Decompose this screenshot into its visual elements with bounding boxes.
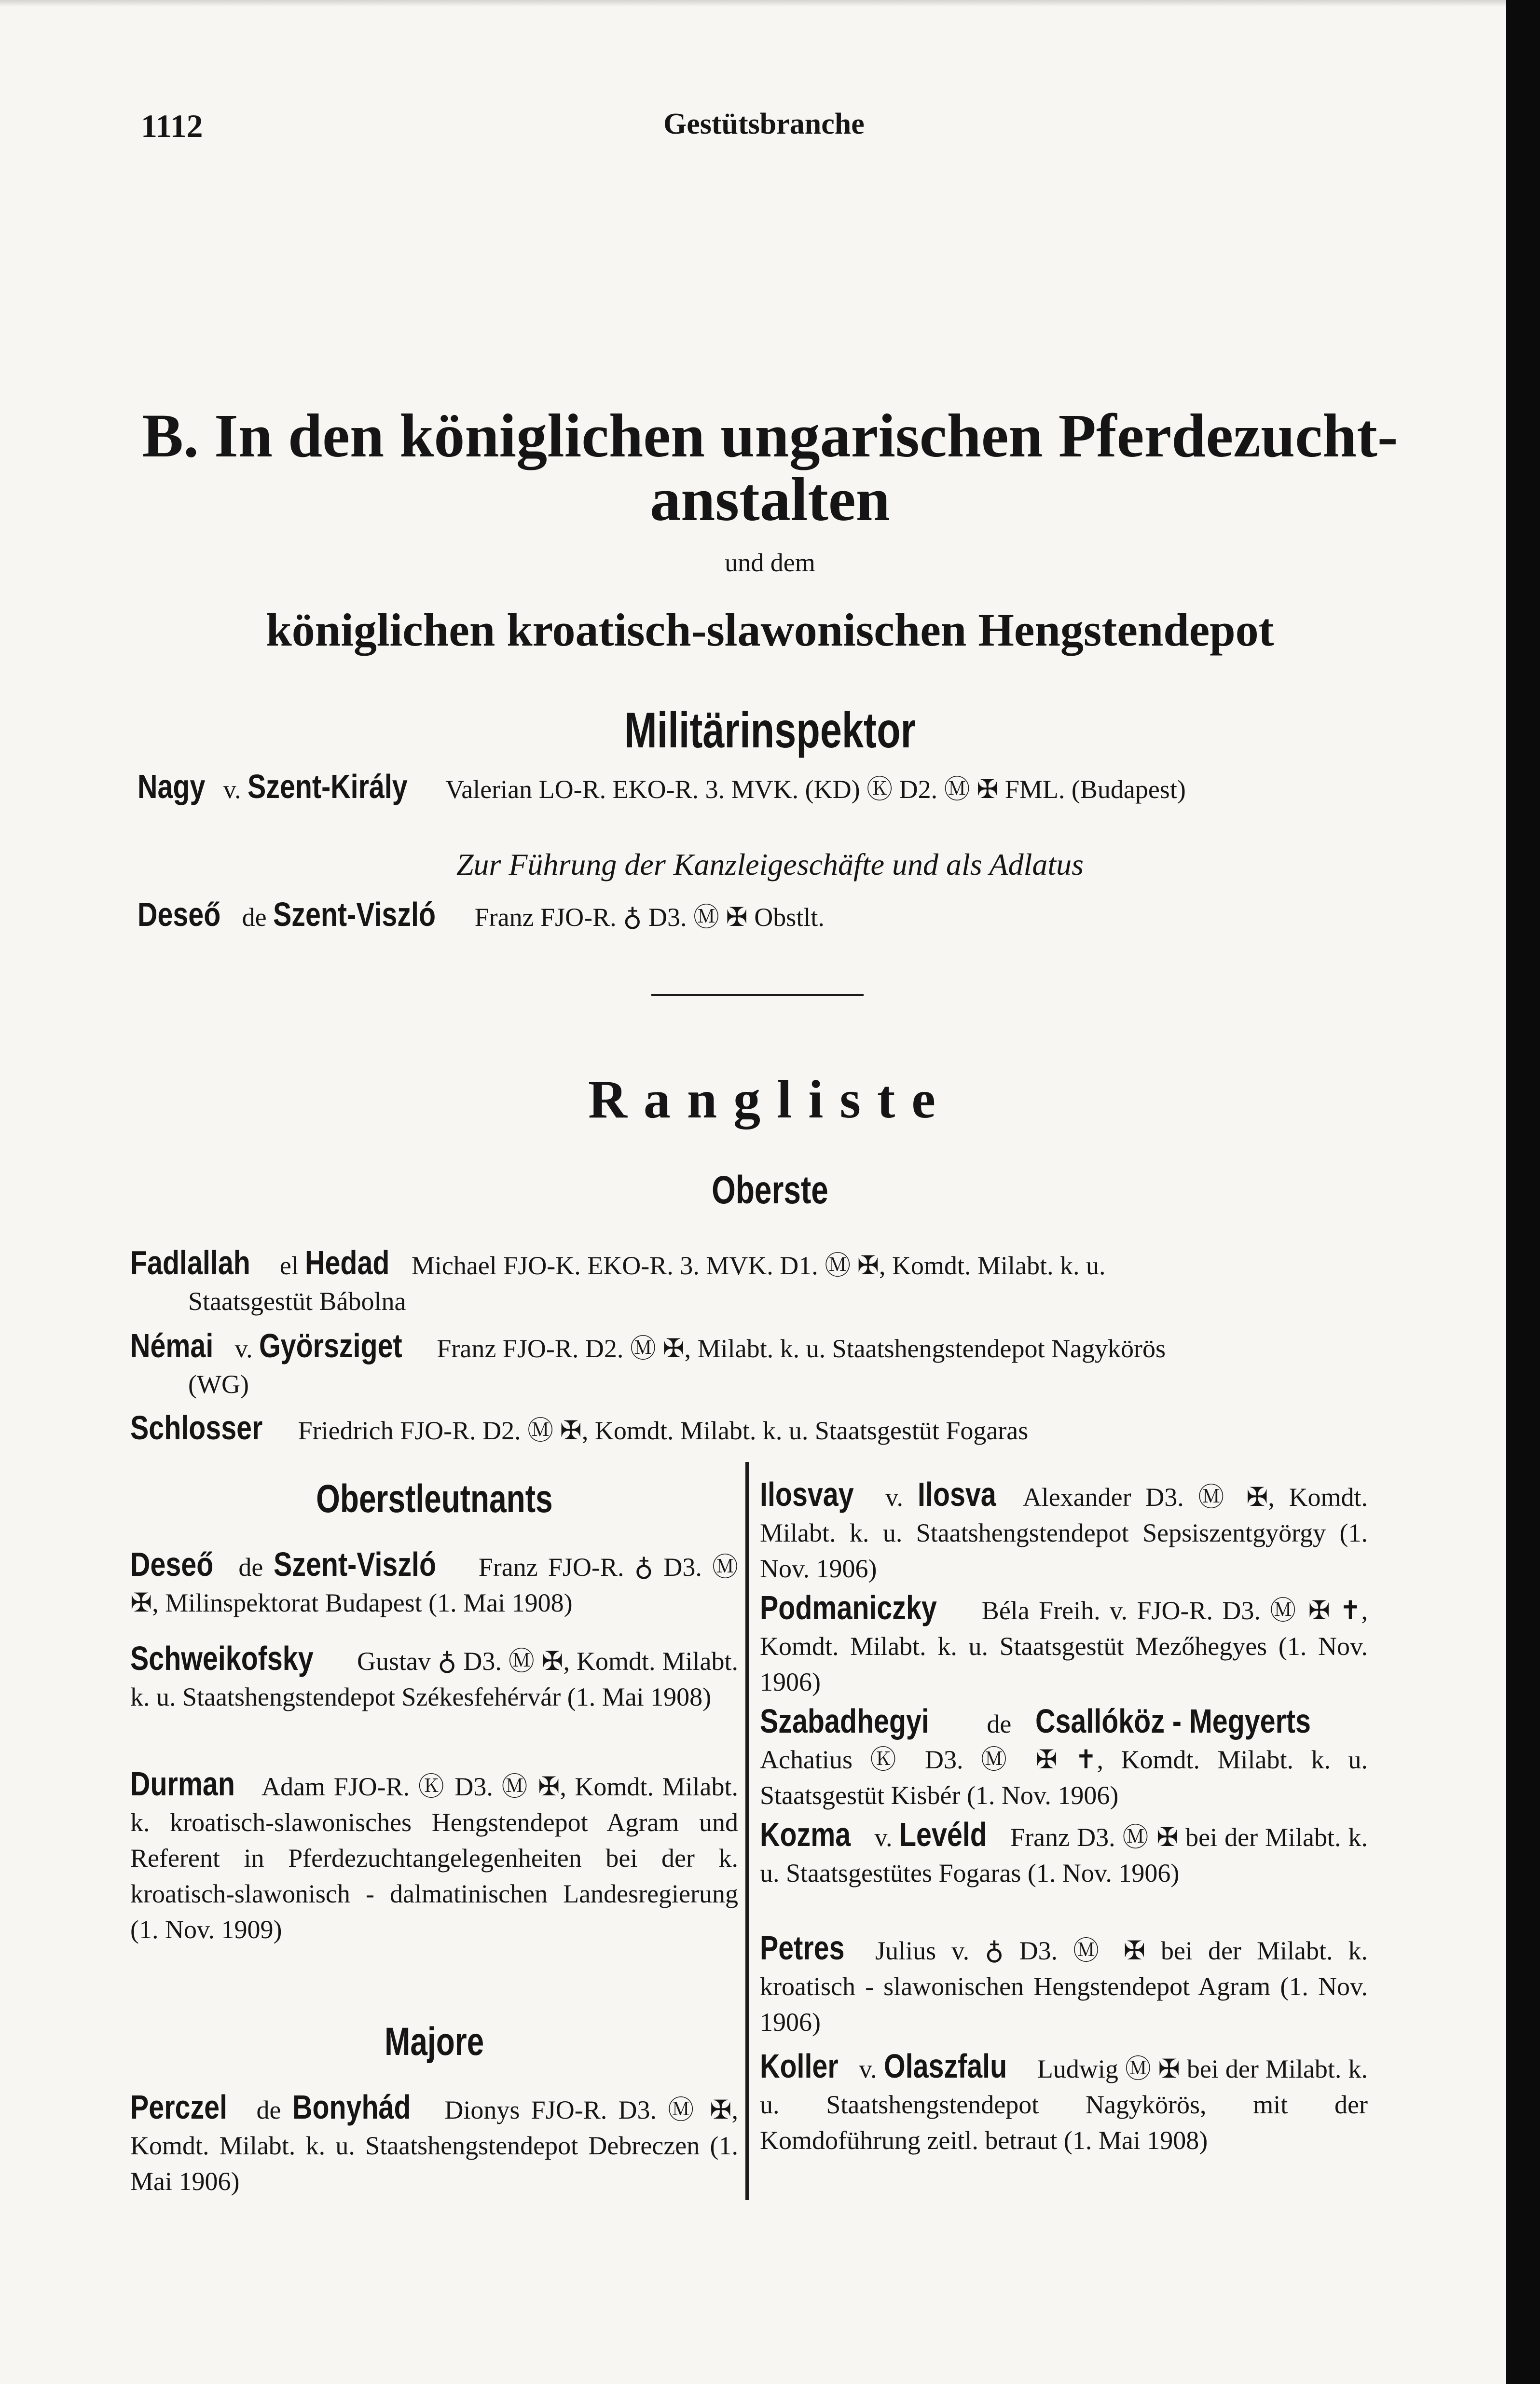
list-item: Szabadhegyi de Csallóköz - Megyerts Achatius Ⓚ D3. Ⓜ ✠ ✝, Komdt. Milabt. k. u. Staatsgestüt Kisbér (1. Nov. 1906)	[760, 1702, 1368, 1810]
adlatus-entry: Deseő de Szent-Viszló Franz FJO-R. ♁ D3. Ⓜ ✠ Obstlt.	[138, 896, 825, 933]
adlatus-caption: Zur Führung der Kanzleigeschäfte und als Adlatus	[456, 847, 1084, 882]
list-item: Kozma v. Levéld Franz D3. Ⓜ ✠ bei der Milabt. k. u. Staatsgestütes Fogaras (1. Nov. 1906)	[760, 1816, 1368, 1888]
title-line-3: königlichen kroatisch-slawonischen Hengstendepot	[266, 604, 1274, 656]
section-divider	[651, 994, 864, 996]
list-item: Schweikofsky Gustav ♁ D3. Ⓜ ✠, Komdt. Milabt. k. u. Staatshengstendepot Székesfehérvár (1. Mai 1908)	[130, 1640, 738, 1711]
list-item: Koller v. Olaszfalu Ludwig Ⓜ ✠ bei der Milabt. k. u. Staatshengstendepot Nagykörös, mit der Komdoführung zeitl. betraut (1. Mai 1908)	[760, 2047, 1368, 2155]
list-item: Schlosser Friedrich FJO-R. D2. Ⓜ ✠, Komdt. Milabt. k. u. Staatsgestüt Fogaras	[130, 1409, 1029, 1447]
list-item: Fadlallah el Hedad Michael FJO-K. EKO-R. 3. MVK. D1. Ⓜ ✠, Komdt. Milabt. k. u. Staatsgestüt Bábolna	[130, 1244, 1106, 1316]
page-top-shadow	[0, 0, 1540, 7]
list-item: Petres Julius v. ♁ D3. Ⓜ ✠ bei der Milabt. k. kroatisch - slawonischen Hengstendepot Agram (1. Nov. 1906)	[760, 1929, 1368, 2037]
list-item: Némai v. Györsziget Franz FJO-R. D2. Ⓜ ✠, Milabt. k. u. Staatshengstendepot Nagykörös (WG)	[130, 1327, 1166, 1399]
oberste-heading: Oberste	[712, 1168, 828, 1212]
list-item: Perczel de Bonyhád Dionys FJO-R. D3. Ⓜ ✠, Komdt. Milabt. k. u. Staatshengstendepot Debreczen (1. Mai 1906)	[130, 2088, 739, 2196]
column-divider	[745, 1462, 749, 2200]
majore-heading: Majore	[384, 2020, 484, 2064]
list-item: Deseő de Szent-Viszló Franz FJO-R. ♁ D3. Ⓜ ✠, Milinspektorat Budapest (1. Mai 1908)	[130, 1545, 739, 1617]
inspector-heading: Militärinspektor	[624, 703, 916, 758]
title-line-1: B. In den königlichen ungarischen Pferdezucht-	[142, 401, 1398, 470]
rangliste-heading: Rangliste	[588, 1070, 952, 1130]
list-item: Durman Adam FJO-R. Ⓚ D3. Ⓜ ✠, Komdt. Milabt. k. kroatisch-slawonisches Hengstendepot Agram und Referent in Pferdezuchtangelegenheiten bei der k. kroatisch-slawonisch - dalmatinischen Landesregierung (1. Nov. 1909)	[130, 1765, 739, 1944]
list-item: Ilosvay v. Ilosva Alexander D3. Ⓜ ✠, Komdt. Milabt. k. u. Staatshengstendepot Sepsiszentgyörgy (1. Nov. 1906)	[760, 1475, 1368, 1583]
title-line-2: anstalten	[650, 465, 890, 534]
page-number: 1112	[141, 108, 203, 144]
running-title: Gestütsbranche	[663, 108, 865, 140]
inspector-entry: Nagy v. Szent-Király Valerian LO-R. EKO-R. 3. MVK. (KD) Ⓚ D2. Ⓜ ✠ FML. (Budapest)	[138, 768, 1186, 805]
oberstleutnants-heading: Oberstleutnants	[316, 1477, 553, 1521]
list-item: Podmaniczky Béla Freih. v. FJO-R. D3. Ⓜ ✠ ✝, Komdt. Milabt. k. u. Staatsgestüt Mezőhegyes (1. Nov. 1906)	[760, 1589, 1368, 1696]
title-connector: und dem	[725, 548, 815, 577]
